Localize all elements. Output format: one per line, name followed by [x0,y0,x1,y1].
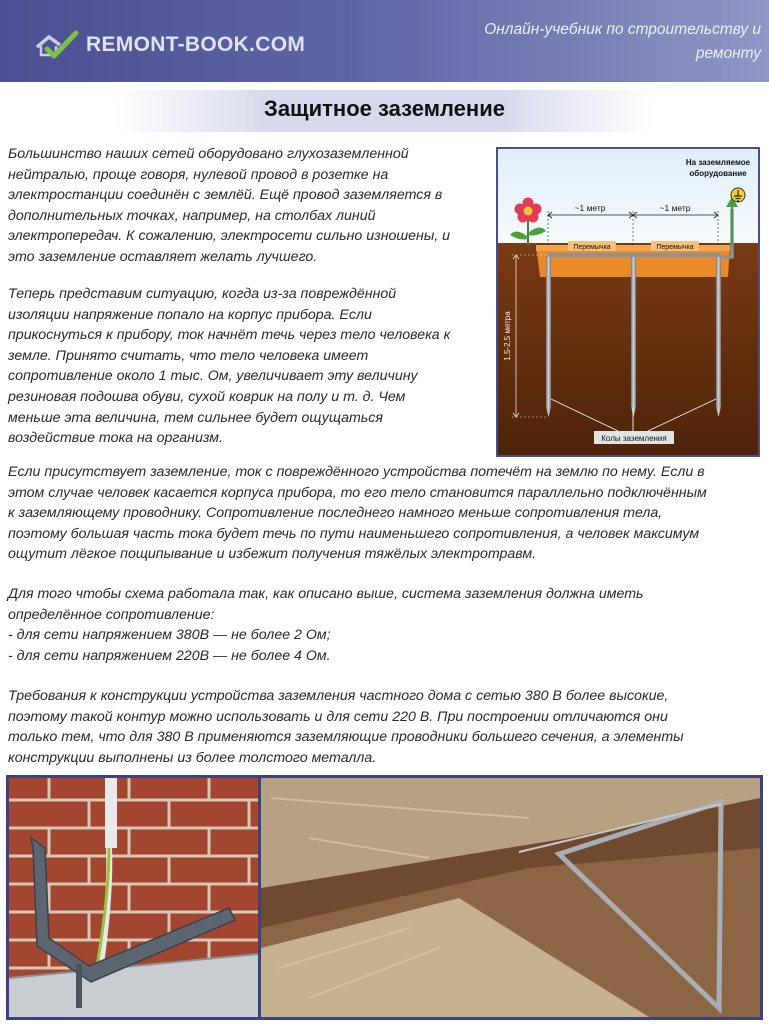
paragraph-line: этом случае человек касается корпуса прибора, то его тело становится параллельно подключённым [8,484,707,501]
grounding-diagram [496,147,760,457]
paragraph-line: земле. Принято считать, что тело человека имеет [8,347,369,364]
logo-house-check-icon [34,30,80,60]
paragraph-line: - для сети напряжением 220В — не более 4 Ом. [8,647,331,664]
photo-ground-loop-trench [261,778,760,1017]
equipment-label-line1: На заземляемое [685,158,751,167]
paragraph-line: - для сети напряжением 380В — не более 2 Ом; [8,627,331,644]
paragraph-line: сопротивление около 1 тыс. Ом, увеличивает эту величину [8,368,418,385]
jumper-label-1: Перемычка [573,244,611,251]
paragraph-neutral-grounding [8,144,488,268]
page-title: Защитное заземление [264,96,505,121]
rods-label: Колы заземления [601,434,667,443]
logo-text: REMONT-BOOK.COM [86,33,306,56]
paragraph-380v-requirements [8,686,766,768]
paragraph-line: поэтому большая часть тока будет течь по пути наименьшего сопротивления, а человек максимум [8,525,700,542]
paragraph-line: Теперь представим ситуацию, когда из-за повреждённой [8,286,397,302]
paragraph-line: электропередач. К сожалению, электросети сильно изношены, и [8,228,451,245]
paragraph-line: конструкции выполнены из более толстого металла. [8,749,377,766]
paragraph-line: нейтралью, проще говоря, нулевой провод в розетке на [8,166,389,183]
equipment-label-line2: оборудование [689,169,747,178]
paragraph-resistance-requirements [8,584,766,666]
paragraph-line: дополнительных точках, например, на столбах линий [8,207,376,224]
paragraph-line: ощутит лёгкое пощипывание и избежит получения тяжёлых электротравм. [8,546,537,563]
paragraph-line: определённое сопротивление: [8,606,215,623]
paragraph-line: меньше эта величина, тем сильнее будет ощущаться [8,409,383,426]
paragraph-line: изоляции напряжение попало на корпус прибора. Если [8,306,372,323]
depth-label: 1,5-2,5 метра [503,311,512,361]
distance-label-2: ~1 метр [659,203,691,213]
paragraph-grounding-effect [8,462,766,565]
paragraph-line: к заземляющему проводнику. Сопротивление последнего намного меньше сопротивления тела, [8,505,663,522]
site-logo[interactable] [34,30,305,60]
paragraph-line: резиновая подошва обуви, сухой коврик на полу и т. д. Чем [8,388,406,405]
paragraph-line: поэтому такой контур можно использовать и для сети 220 В. При построении отличаются они [8,708,668,725]
distance-label-1: ~1 метр [574,203,606,213]
paragraph-line: это заземление оставляет желать лучшего. [8,248,318,265]
photo-ground-wire-wall [9,778,258,1017]
paragraph-line: Большинство наших сетей оборудовано глухозаземленной [8,146,409,162]
site-header [0,0,769,82]
paragraph-line: только тем, что для 380 В применяются заземляющие проводники большего сечения, а элементы [8,729,684,746]
paragraph-line: воздействие тока на организм. [8,430,223,447]
paragraph-line: Если присутствует заземление, ток с повреждённого устройства потечёт на землю по нему. Если в [8,464,705,480]
site-tagline: Онлайн-учебник по строительству и ремонту [484,21,761,62]
paragraph-line: Требования к конструкции устройства заземления частного дома с сетью 380 В более высокие, [8,688,669,704]
paragraph-line: Для того чтобы схема работала так, как описано выше, система заземления должна иметь [8,586,644,602]
paragraph-line: электростанции соединён с землёй. Ещё провод заземляется в [8,187,443,204]
paragraph-body-resistance [8,284,488,449]
paragraph-line: прикоснуться к прибору, ток начнёт течь через тело человека к [8,327,451,344]
jumper-label-2: Перемычка [656,244,694,251]
photo-strip [6,775,763,1020]
